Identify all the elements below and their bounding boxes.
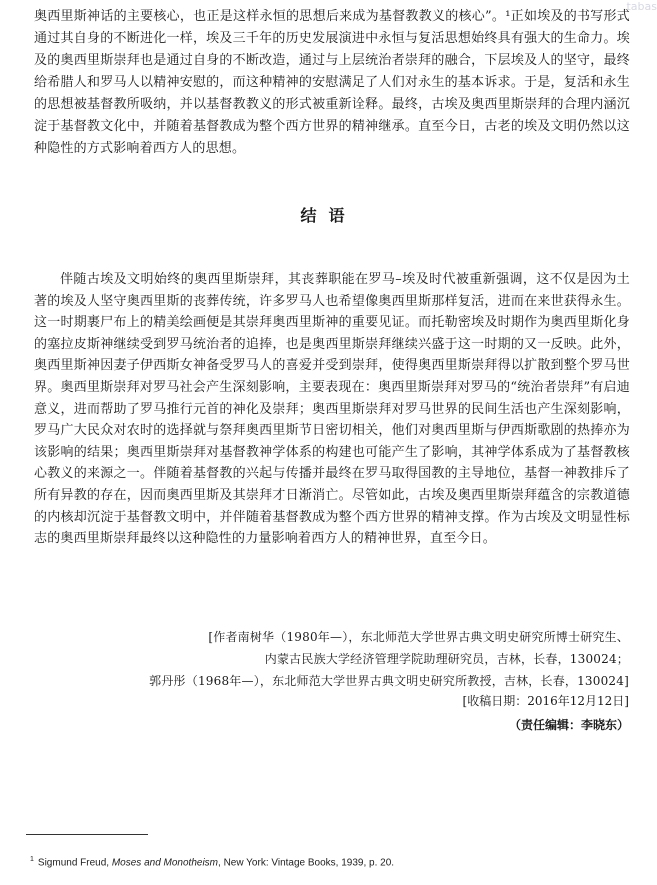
author-info-line-3: 郭丹彤（1968年—），东北师范大学世界古典文明史研究所教授，吉林，长春，130024]: [149, 674, 629, 688]
footnote-publication: , New York: Vintage Books, 1939, p. 20.: [218, 857, 395, 869]
responsible-editor: （责任编辑：李晓东）: [508, 718, 629, 732]
footnote-title: Moses and Monotheism: [111, 857, 219, 869]
footnote-marker: 1: [30, 856, 34, 863]
author-info-line-1: [作者南树华（1980年—），东北师范大学世界古典文明史研究所博士研究生、: [208, 630, 629, 644]
footnote-author: Sigmund Freud,: [37, 857, 112, 869]
footnote-divider: [26, 834, 148, 835]
received-date: [收稿日期：2016年12月12日]: [462, 694, 629, 708]
watermark: tabas: [626, 0, 657, 13]
body-paragraph: 奥西里斯神话的主要核心，也正是这样永恒的思想后来成为基督教教义的核心”。¹正如埃及的书写形式通过其自身的不断进化一样，埃及三千年的历史发展演进中永恒与复活思想始终具有强大的生命力。埃及的奥西里斯崇拜也是通过自身的不断改造，通过与上层统治者崇拜的融合，下层埃及人的坚守，最终给希腊人和罗马人以精神安慰的，而这种精神的安慰满足了人们对永生的基本诉求。于是，复活和永生的思想被基督教所吸纳，并以基督教教义的形式被重新诠释。最终，古埃及奥西里斯崇拜的合理内涵沉淀于基督教文化中，并随着基督教成为整个西方世界的精神继承。直至今日，古老的埃及文明仍然以这种隐性的方式影响着西方人的思想。: [34, 9, 630, 156]
conclusion-paragraph: 伴随古埃及文明始终的奥西里斯崇拜，其丧葬职能在罗马–埃及时代被重新强调，这不仅是因为土著的埃及人坚守奥西里斯的丧葬传统，许多罗马人也希望像奥西里斯那样复活，进而在来世获得永生。这一时期裹尸布上的精美绘画便是其崇拜奥西里斯神的重要见证。而托勒密埃及时期作为奥西里斯化身的塞拉皮斯神继续受到罗马统治者的追捧，也是奥西里斯崇拜继续兴盛于这一时期的又一反映。此外，奥西里斯神因妻子伊西斯女神备受罗马人的喜爱并受到崇拜，使得奥西里斯崇拜得以扩散到整个罗马世界。奥西里斯崇拜对罗马社会产生深刻影响，主要表现在：奥西里斯崇拜对罗马的“统治者崇拜”有启迪意义，进而帮助了罗马推行元首的神化及崇拜；奥西里斯崇拜对罗马世界的民间生活也产生深刻影响，罗马广大民众对农时的选择就与祭拜奥西里斯节日密切相关，他们对奥西里斯与伊西斯歌剧的热捧亦为该影响的结果；奥西里斯崇拜对基督教神学体系的构建也可能产生了影响，其神学体系成为了基督教核心教义的来源之一。伴随着基督教的兴起与传播并最终在罗马取得国教的主导地位，基督一神教排斥了所有异教的存在，因而奥西里斯及其崇拜才日渐消亡。尽管如此，古埃及奥西里斯崇拜蕴含的宗教道德的内核却沉淀于基督教文明中，并伴随着基督教成为整个西方世界的精神支撑。作为古埃及文明显性标志的奥西里斯崇拜最终以这种隐性的力量影响着西方人的精神世界，直至今日。: [34, 272, 630, 547]
author-info-line-2: 内蒙古民族大学经济管理学院助理研究员，吉林，长春，130024；: [264, 652, 629, 666]
section-heading: 结语: [300, 206, 357, 225]
footnote: [30, 856, 394, 868]
